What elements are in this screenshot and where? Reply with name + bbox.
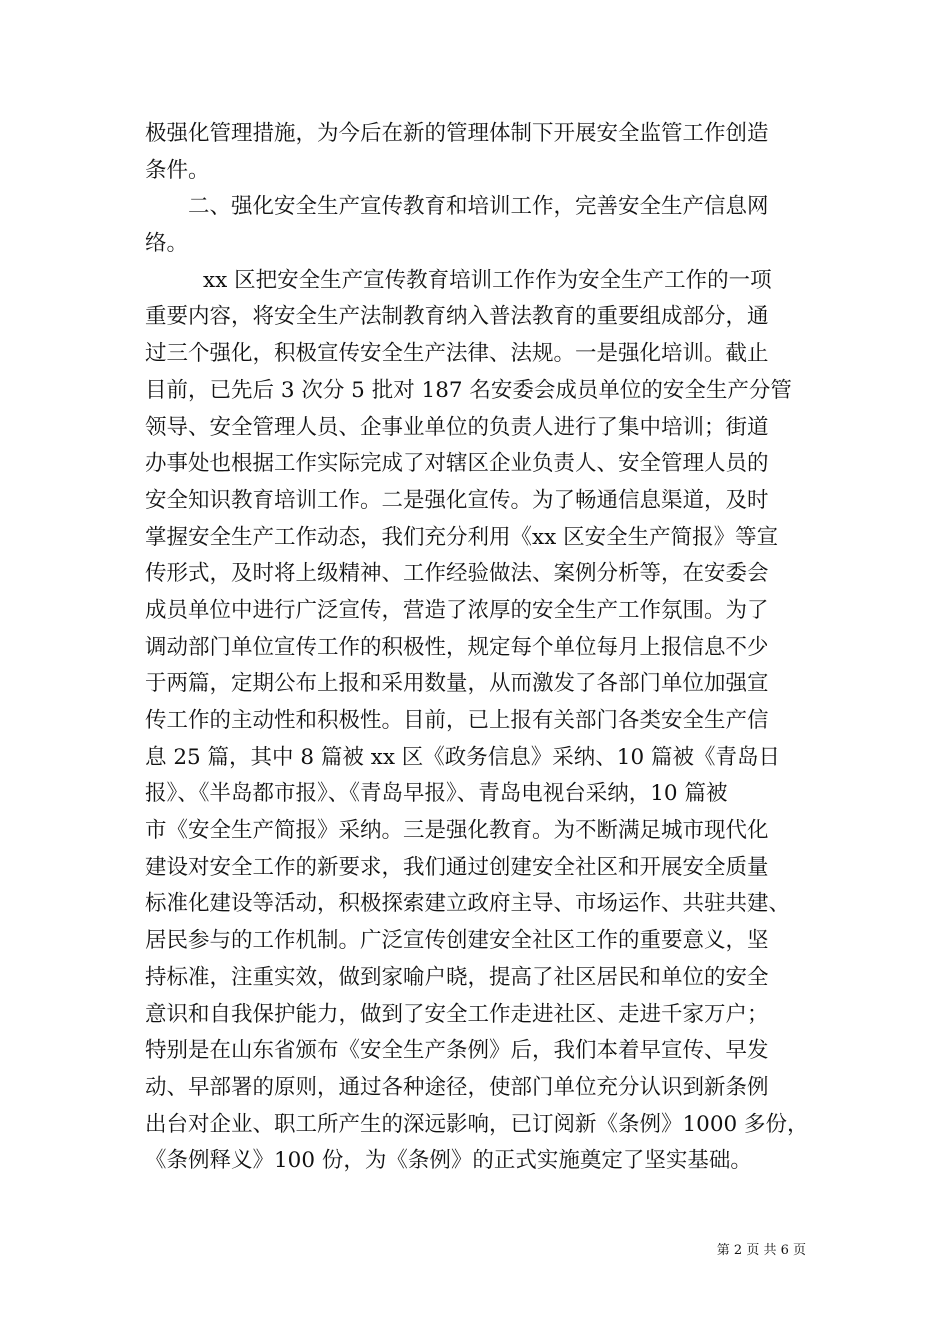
text-line: 办事处也根据工作实际完成了对辖区企业负责人、安全管理人员的 (145, 451, 769, 477)
text-line: 成员单位中进行广泛宣传，营造了浓厚的安全生产工作氛围。为了 (145, 597, 769, 623)
text-line: 意识和自我保护能力，做到了安全工作走进社区、走进千家万户； (145, 1001, 769, 1027)
text-line: xx 区把安全生产宣传教育培训工作作为安全生产工作的一项 (203, 267, 772, 293)
text-line: 极强化管理措施，为今后在新的管理体制下开展安全监管工作创造 (145, 121, 769, 146)
text-line: 息 25 篇，其中 8 篇被 xx 区《政务信息》采纳、10 篇被《青岛日 (145, 744, 780, 770)
text-line: 市《安全生产简报》采纳。三是强化教育。为不断满足城市现代化 (145, 818, 769, 844)
text-line: 持标准，注重实效，做到家喻户晓，提高了社区居民和单位的安全 (145, 964, 769, 990)
text-line: 传形式，及时将上级精神、工作经验做法、案例分析等，在安委会 (145, 561, 769, 587)
text-line: 调动部门单位宣传工作的积极性，规定每个单位每月上报信息不少 (145, 634, 769, 660)
text-line: 目前，已先后 3 次分 5 批对 187 名安委会成员单位的安全生产分管 (145, 377, 792, 403)
text-line: 报》、《半岛都市报》、《青岛早报》、青岛电视台采纳，10 篇被 (145, 781, 728, 807)
text-line: 安全知识教育培训工作。二是强化宣传。为了畅通信息渠道，及时 (145, 487, 769, 513)
text-line: 《条例释义》100 份，为《条例》的正式实施奠定了坚实基础。 (145, 1148, 752, 1174)
text-line: 居民参与的工作机制。广泛宣传创建安全社区工作的重要意义，坚 (145, 928, 769, 954)
document-body (145, 116, 809, 1180)
text-line: 动、早部署的原则，通过各种途径，使部门单位充分认识到新条例 (145, 1074, 769, 1100)
text-line: 于两篇，定期公布上报和采用数量，从而激发了各部门单位加强宣 (145, 671, 769, 697)
text-line: 条件。 (145, 157, 210, 183)
text-line: 传工作的主动性和积极性。目前，已上报有关部门各类安全生产信 (145, 708, 769, 733)
text-line: 掌握安全生产工作动态，我们充分利用《xx 区安全生产简报》等宣 (145, 524, 779, 550)
text-line: 出台对企业、职工所产生的深远影响，已订阅新《条例》1000 多份， (145, 1111, 809, 1137)
page-number: 第 2 页 共 6 页 (716, 1243, 806, 1258)
text-line: 标准化建设等活动，积极探索建立政府主导、市场运作、共驻共建、 (145, 891, 791, 917)
text-line: 特别是在山东省颁布《安全生产条例》后，我们本着早宣传、早发 (145, 1038, 769, 1064)
text-line: 建设对安全工作的新要求，我们通过创建安全社区和开展安全质量 (145, 854, 769, 880)
text-line: 领导、安全管理人员、企事业单位的负责人进行了集中培训；街道 (145, 414, 769, 440)
section-heading-line: 络。 (145, 231, 189, 257)
text-line: 重要内容，将安全生产法制教育纳入普法教育的重要组成部分，通 (145, 304, 769, 330)
section-heading-line: 二、强化安全生产宣传教育和培训工作，完善安全生产信息网 (188, 194, 769, 220)
text-line: 过三个强化，积极宣传安全生产法律、法规。一是强化培训。截止 (145, 341, 769, 367)
